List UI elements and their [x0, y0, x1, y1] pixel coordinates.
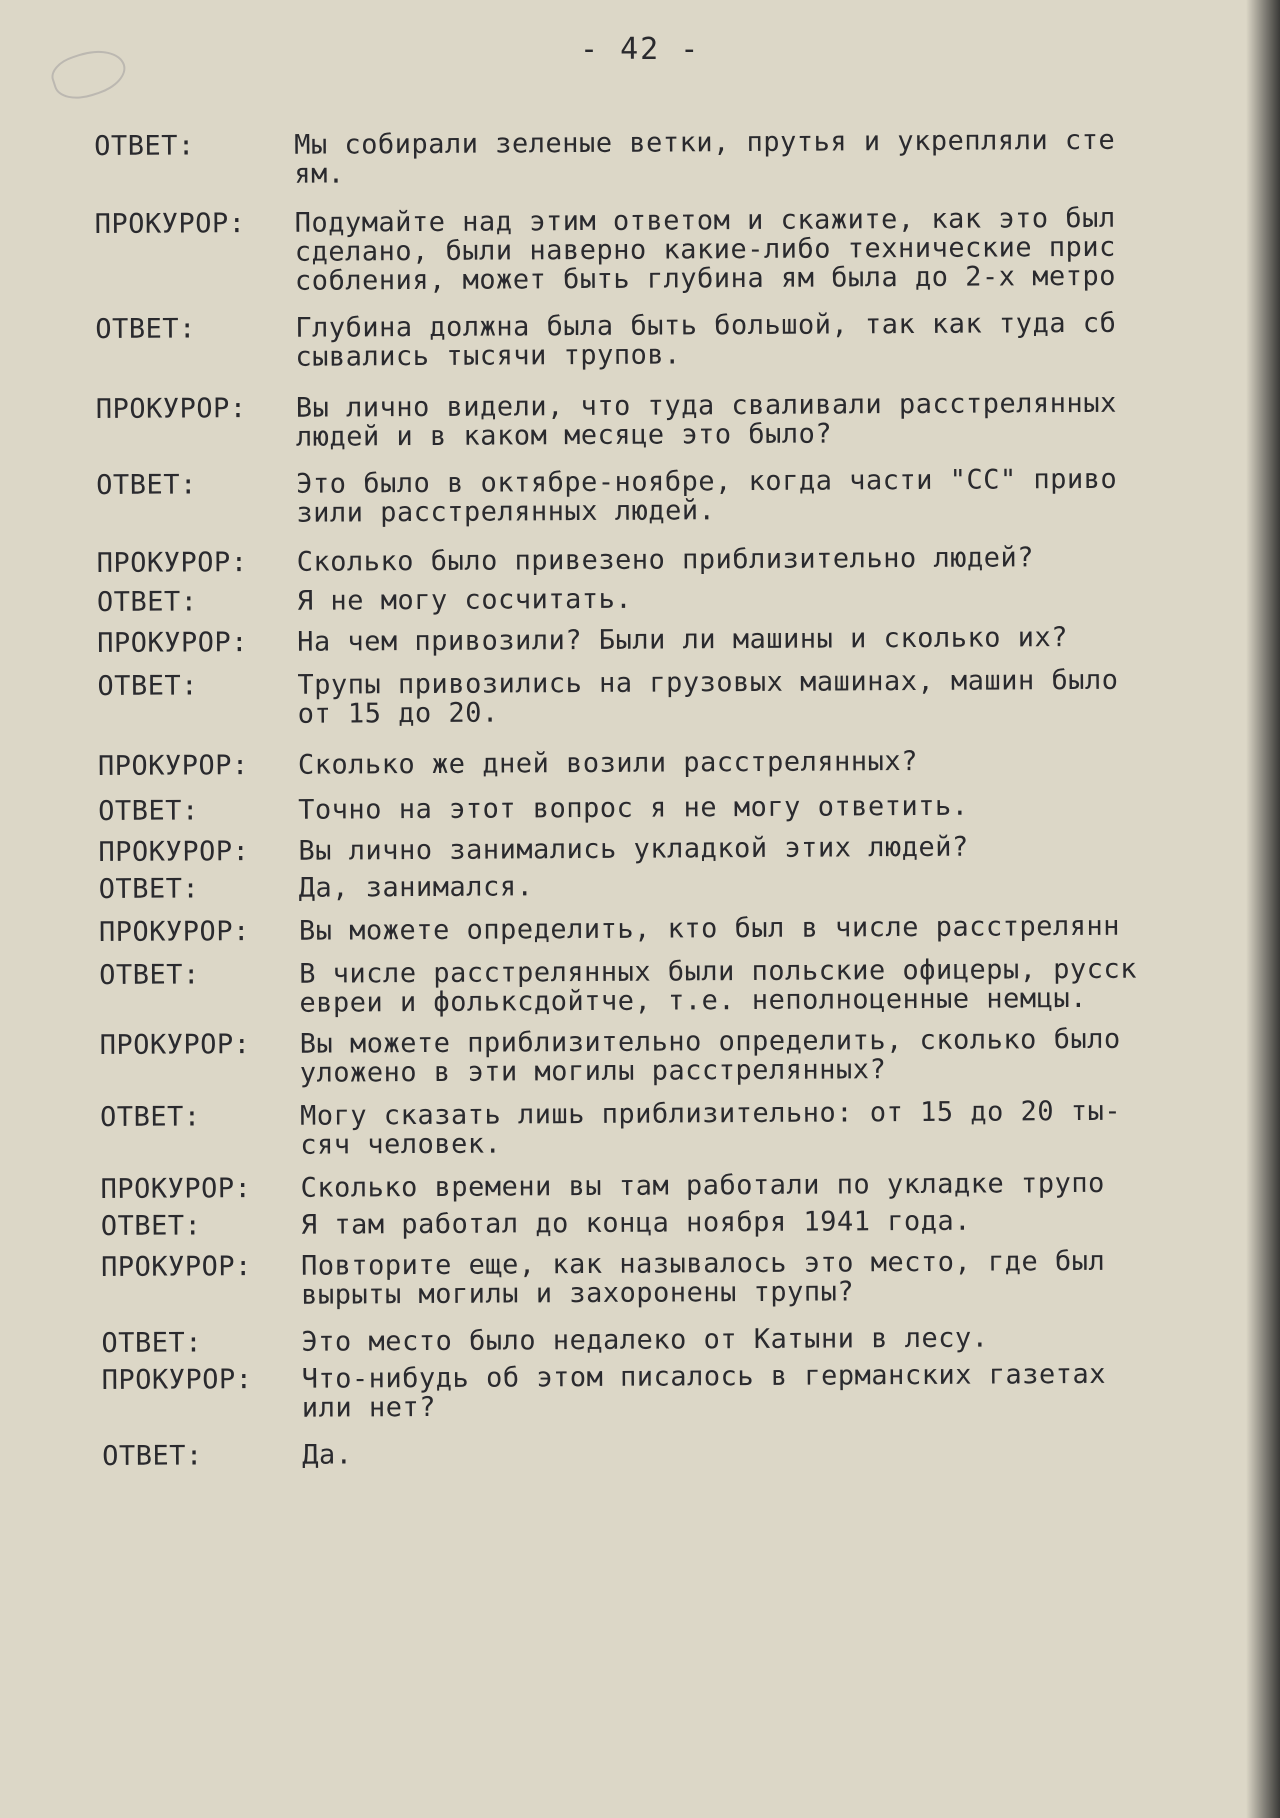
transcript-entry: [99, 954, 1259, 1019]
speaker-label: ПРОКУРОР:: [101, 1364, 253, 1396]
utterance-text: В числе расстрелянных были польские офицеры, русск евреи и фольксдойтче, т.е. неполноценные немцы.: [299, 953, 1138, 1019]
transcript-entry: [100, 1096, 1260, 1161]
utterance-text: Я не могу сосчитать.: [296, 583, 633, 617]
transcript-entry: [102, 1359, 1262, 1424]
transcript-entry: [98, 831, 1258, 867]
speaker-label: ОТВЕТ:: [94, 130, 195, 162]
speaker-label: ОТВЕТ:: [100, 1210, 202, 1242]
speaker-label: ПРОКУРОР:: [95, 393, 247, 425]
utterance-text: Подумайте над этим ответом и скажите, как это был сделано, были наверно какие-либо технические прис собления, может быть глубина ям была до 2-х метро: [294, 202, 1117, 297]
speaker-label: ПРОКУРОР:: [98, 836, 250, 868]
transcript-entry: [101, 1205, 1261, 1241]
utterance-text: Повторите еще, как называлось это место, где был вырыты могилы и захоронены трупы?: [300, 1245, 1106, 1311]
transcript-entry: [100, 1168, 1260, 1204]
binding-shadow: [1246, 0, 1280, 1818]
transcript-entry: [97, 542, 1257, 578]
utterance-text: Сколько же дней возили расстрелянных?: [297, 745, 918, 781]
utterance-text: Трупы привозились на грузовых машинах, машин было от 15 до 20.: [297, 664, 1119, 730]
speaker-label: ОТВЕТ:: [101, 1327, 203, 1359]
transcript-entry: [96, 388, 1256, 453]
utterance-text: Я там работал до конца ноября 1941 года.: [300, 1205, 972, 1241]
utterance-text: Вы лично занимались укладкой этих людей?: [298, 831, 969, 867]
utterance-text: Вы лично видели, что туда сваливали расстрелянных людей и в каком месяце это было?: [295, 387, 1117, 453]
speaker-label: ОТВЕТ:: [95, 313, 196, 345]
utterance-text: Это место было недалеко от Катыни в лесу.: [301, 1322, 989, 1358]
transcript-entry: [102, 1435, 1262, 1471]
utterance-text: Глубина должна была быть большой, так как туда сб сывались тысячи трупов.: [295, 307, 1117, 373]
speaker-label: ПРОКУРОР:: [96, 547, 248, 579]
utterance-text: Мы собирали зеленые ветки, прутья и укрепляли сте ям.: [294, 124, 1116, 190]
speaker-label: ОТВЕТ:: [99, 959, 200, 991]
utterance-text: Сколько времени вы там работали по укладке трупо: [300, 1167, 1105, 1204]
transcript-entry: [100, 1024, 1260, 1089]
speaker-label: ОТВЕТ:: [97, 670, 199, 702]
speaker-label: ОТВЕТ:: [96, 469, 197, 501]
speaker-label: ПРОКУРОР:: [100, 1251, 252, 1283]
utterance-text: Точно на этот вопрос я не могу ответить.: [298, 790, 969, 826]
utterance-text: Да, занимался.: [298, 871, 534, 904]
speaker-label: ПРОКУРОР:: [98, 916, 250, 948]
transcript-entry: [96, 464, 1256, 529]
transcript-entry: [101, 1322, 1261, 1358]
transcript-entry: [95, 308, 1255, 373]
speaker-label: ПРОКУРОР:: [94, 208, 246, 240]
speaker-label: ОТВЕТ:: [98, 795, 199, 827]
speaker-label: ПРОКУРОР:: [97, 750, 249, 782]
utterance-text: Да.: [302, 1439, 353, 1471]
transcript-entry: [94, 125, 1254, 190]
utterance-text: Сколько было привезено приблизительно людей?: [296, 542, 1035, 578]
page-number: - 42 -: [580, 32, 701, 67]
utterance-text: Что-нибудь об этом писалось в германских газетах или нет?: [301, 1358, 1107, 1424]
speaker-label: ОТВЕТ:: [102, 1440, 203, 1472]
transcript-entry: [97, 581, 1257, 617]
pencil-mark: [47, 42, 131, 107]
transcript-entry: [97, 622, 1257, 658]
interrogation-transcript: [94, 111, 1262, 1471]
transcript-entry: [95, 203, 1256, 297]
transcript-entry: [97, 665, 1257, 730]
speaker-label: ОТВЕТ:: [100, 1101, 201, 1133]
utterance-text: Могу сказать лишь приблизительно: от 15 до 20 ты- сяч человек.: [300, 1095, 1122, 1161]
utterance-text: На чем привозили? Были ли машины и сколько их?: [297, 622, 1069, 658]
utterance-text: Это было в октябре-ноябре, когда части "СС" приво зили расстрелянных людей.: [296, 463, 1118, 529]
transcript-entry: [101, 1246, 1261, 1311]
transcript-entry: [99, 911, 1259, 947]
transcript-entry: [98, 790, 1258, 826]
speaker-label: ОТВЕТ:: [98, 873, 200, 905]
speaker-label: ПРОКУРОР:: [99, 1029, 251, 1061]
speaker-label: ОТВЕТ:: [96, 586, 198, 618]
speaker-label: ПРОКУРОР:: [97, 627, 249, 659]
transcript-entry: [98, 745, 1258, 781]
utterance-text: Вы можете приблизительно определить, сколько было уложено в эти могилы расстрелянных?: [299, 1023, 1121, 1089]
utterance-text: Вы можете определить, кто был в числе расстрелянн: [298, 910, 1121, 947]
speaker-label: ПРОКУРОР:: [100, 1173, 252, 1205]
transcript-entry: [99, 868, 1259, 904]
